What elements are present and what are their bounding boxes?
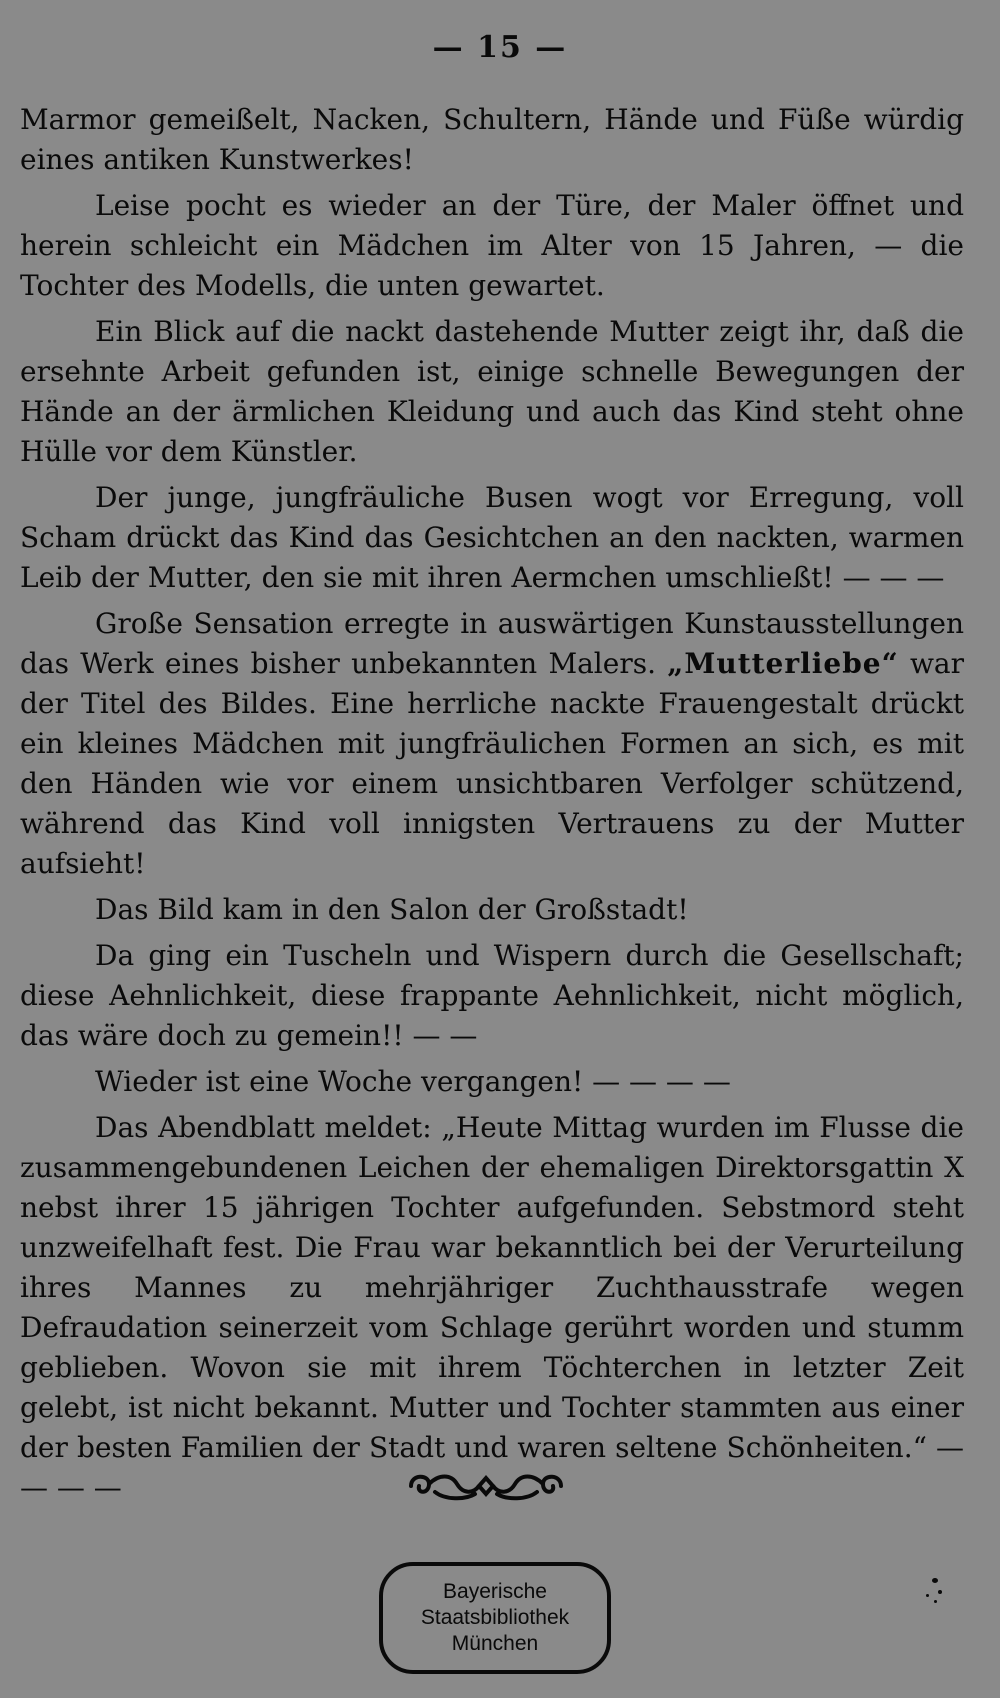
body-text [20,100,964,1514]
paragraph-5-text-before: Große Sensation erregte in auswärtigen Kunstausstellungen das Werk eines bisher unbekannten Malers. [20,607,964,680]
stamp-line-2: Staatsbibliothek [420,1606,570,1629]
page-number: — 15 — [432,30,568,65]
paragraph-7: Da ging ein Tuscheln und Wispern durch die Gesellschaft; diese Aehnlichkeit, diese frappante Aehnlichkeit, nicht möglich, das wäre doch zu gemein!! — — [20,939,964,1052]
painting-title: „Mutterliebe“ [667,647,899,680]
stamp-line-3: München [451,1632,539,1655]
paragraph-5-text-after: war der Titel des Bildes. Eine herrliche nackte Frauengestalt drückt ein kleines Mädchen mit jungfräulichen Formen an sich, es mit den Händen wie vor einem unsichtbaren Verfolger schützend, während das Kind voll innigsten Vertrauens zu der Mutter aufsieht! [20,647,964,880]
paragraph-5 [20,604,964,884]
paragraph-9: Das Abendblatt meldet: „Heute Mittag wurden im Flusse die zusammengebundenen Leichen der ehemaligen Direktorsgattin X nebst ihrer 15 jährigen Tochter aufgefunden. Sebstmord steht unzweifelhaft fest. Die Frau war bekanntlich bei der Verurteilung ihres Mannes zu mehrjähriger Zuchthausstrafe wegen Defraudation seinerzeit vom Schlage gerührt worden und stumm geblieben. Wovon sie mit ihrem Töchterchen in letzter Zeit gelebt, ist nicht bekannt. Mutter und Tochter stammten aus einer der besten Familien der Stadt und waren seltene Schönheiten.“ — — — — [20,1111,964,1504]
paragraph-4: Der junge, jungfräuliche Busen wogt vor Erregung, voll Scham drückt das Kind das Gesichtchen an den nackten, warmen Leib der Mutter, den sie mit ihren Aermchen umschließt! — — — [20,481,964,594]
ink-speck [932,1578,938,1583]
ink-speck [934,1600,937,1603]
paragraph-3: Ein Blick auf die nackt dastehende Mutter zeigt ihr, daß die ersehnte Arbeit gefunden ist, einige schnelle Bewegungen der Hände an der ärmlichen Kleidung und auch das Kind steht ohne Hülle vor dem Künstler. [20,315,964,468]
paragraph-2: Leise pocht es wieder an der Türe, der Maler öffnet und herein schleicht ein Mädchen im Alter von 15 Jahren, — die Tochter des Modells, die unten gewartet. [20,189,964,302]
paragraph-8: Wieder ist eine Woche vergangen! — — — — [95,1065,731,1098]
paragraph-1: Marmor gemeißelt, Nacken, Schultern, Hände und Füße würdig eines antiken Kunstwerkes! [20,103,964,176]
stamp-line-1: Bayerische [443,1580,547,1603]
paragraph-6: Das Bild kam in den Salon der Großstadt! [95,893,689,926]
ink-speck [938,1590,942,1594]
decorative-vignette-icon [405,1468,567,1504]
ink-speck [926,1594,929,1597]
library-stamp [379,1562,611,1674]
